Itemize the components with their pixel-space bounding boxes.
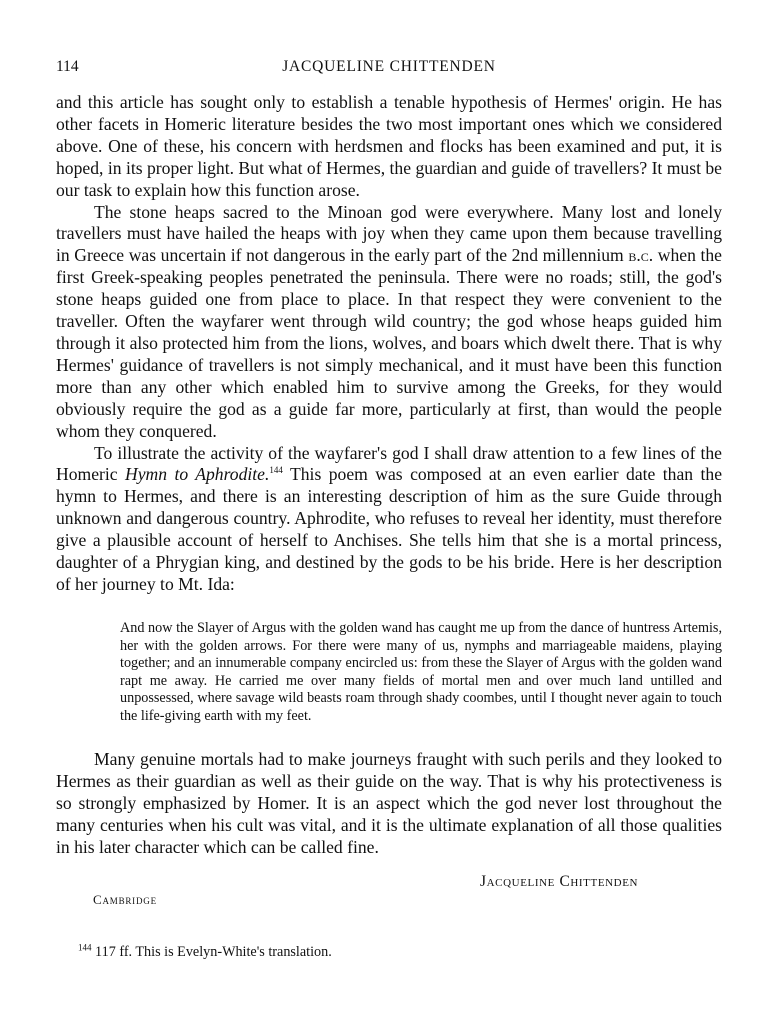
closing-text <box>56 749 722 859</box>
footnote-text: 117 ff. This is Evelyn-White's translation. <box>91 944 332 960</box>
body-text <box>56 92 722 596</box>
footnote-number: 144 <box>78 942 92 953</box>
author-signature: Jacqueline Chittenden <box>480 873 639 890</box>
paragraph-3: To illustrate the activity of the wayfarer's god I shall draw attention to a few lines of the Homeric Hymn to Aphrodite.$^{144}$ This poem was composed at an even earlier date than the hymn to Hermes, and there is an interesting description of him as the sure Guide through unknown and dangerous country. Aphrodite, who refuses to reveal her identity, must therefore give a plausible account of herself to Anchises. She tells him that she is a mortal princess, daughter of a Phrygian king, and destined by the gods to be his bride. Here is her description of her journey to Mt. Ida: <box>56 442 723 594</box>
paragraph-2: The stone heaps sacred to the Minoan god were everywhere. Many lost and lonely travellers must have hailed the heaps with joy when they came upon them because travelling in Greece was uncertain if not dangerous in the early part of the 2nd millennium b.c. when the first Greek-speaking peoples penetrated the peninsula. There were no roads; still, the god's stone heaps guided one from place to place. In that respect they were convenient to the traveller. Often the wayfarer went through wild country; the god whose heaps guided him through it also protected him from the lions, wolves, and boars which dwelt there. That is why Hermes' guidance of travellers is not simply mechanical, and it must have been this function more than any other which enabled him to survive among the Greeks, for they would obviously require the god as a guide far more, particularly at first, than would the people whom they conquered. <box>56 201 722 441</box>
page-number: 114 <box>56 58 79 75</box>
block-quote <box>120 620 722 726</box>
paragraph-4: Many genuine mortals had to make journeys fraught with such perils and they looked to Hermes as their guardian as well as their guide on the way. That is why his protectiveness is so strongly emphasized by Homer. It is an aspect which the god never lost throughout the many centuries when his cult was vital, and it is the ultimate explanation of all those qualities in his later character which can be called fine. <box>56 749 722 857</box>
footnote-ref: 144 <box>269 465 283 476</box>
page-header <box>56 58 722 80</box>
running-head: JACQUELINE CHITTENDEN <box>282 58 496 75</box>
hymn-title: Hymn to Aphrodite. <box>125 464 270 485</box>
quote-text: And now the Slayer of Argus with the golden wand has caught me up from the dance of huntress Artemis, her with the golden arrows. For there were many of us, nymphs and marriageable maidens, playing together; and an innumerable company encircled us: from these the Slayer of Argus with the golden wand rapt me away. He carried me over many fields of mortal men and over much land untilled and unpossessed, where savage wild beasts roam through shady coombes, until I thought never again to touch the life-giving earth with my feet. <box>120 620 722 724</box>
paragraph-1: and this article has sought only to establish a tenable hypothesis of Hermes' origin. He has other facets in Homeric literature besides the two most important ones which we considered above. One of these, his concern with herdsmen and flocks has been examined and put, it is hoped, in its proper light. But what of Hermes, the guardian and guide of travellers? It must be our task to explain how this function arose. <box>56 92 722 200</box>
bc-abbreviation: b.c. <box>628 245 654 266</box>
author-place: Cambridge <box>93 892 157 907</box>
footnote <box>78 944 332 961</box>
